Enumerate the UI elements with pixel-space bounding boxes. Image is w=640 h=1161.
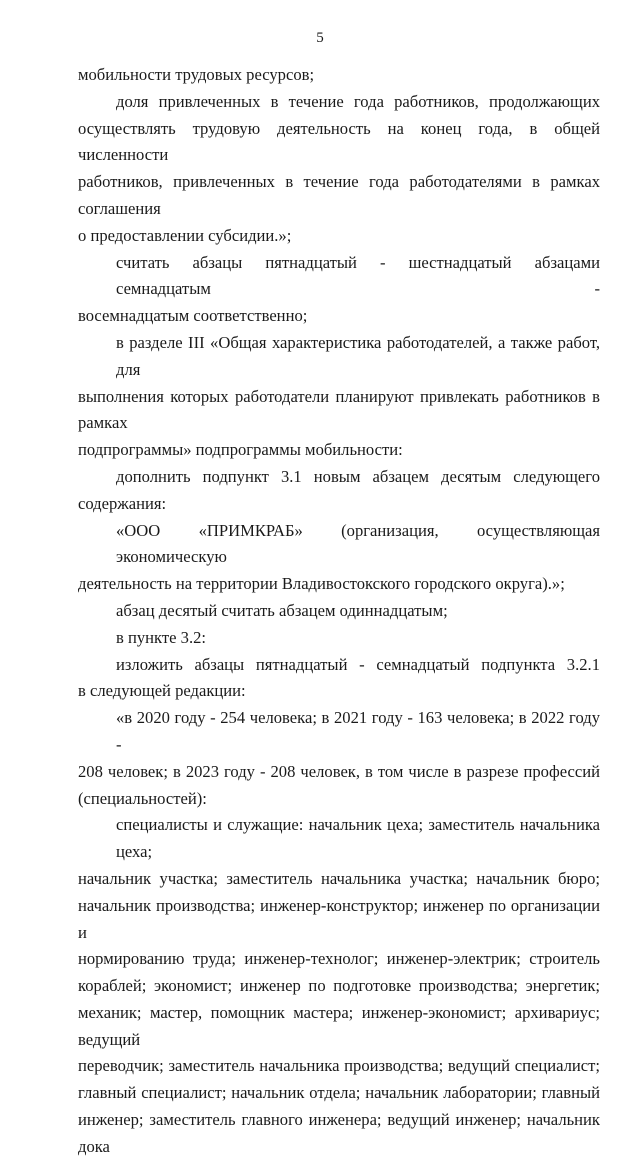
paragraph — [78, 598, 600, 625]
paragraph — [78, 705, 600, 812]
text-line: кораблей; экономист; инженер по подготовке производства; энергетик; — [78, 976, 600, 996]
text-line: переводчик; заместитель начальника производства; ведущий специалист; — [78, 1056, 600, 1076]
text-line: 208 человек; в 2023 году - 208 человек, в том числе в разрезе профессий — [78, 761, 600, 781]
paragraph — [78, 62, 600, 89]
paragraph — [78, 330, 600, 464]
text-line: в следующей редакции: — [78, 681, 246, 701]
text-line: «в 2020 году - 254 человека; в 2021 году - 163 человека; в 2022 году - — [116, 708, 600, 754]
text-line: содержания: — [78, 493, 167, 513]
text-line: работников, привлеченных в течение года работодателями в рамках соглашения — [78, 172, 600, 218]
text-line: восемнадцатым соответственно; — [78, 306, 308, 326]
text-line: в пункте 3.2: — [116, 627, 207, 647]
text-line: абзац десятый считать абзацем одиннадцатым; — [116, 600, 448, 620]
text-line: доля привлеченных в течение года работников, продолжающих — [116, 91, 600, 111]
paragraph — [78, 464, 600, 518]
text-line: нормированию труда; инженер-технолог; инженер-электрик; строитель — [78, 949, 600, 969]
text-line: о предоставлении субсидии.»; — [78, 225, 292, 245]
text-line: (специальностей): — [78, 788, 207, 808]
text-line: механик; мастер, помощник мастера; инженер-экономист; архивариус; ведущий — [78, 1002, 600, 1049]
text-line: в разделе III «Общая характеристика работодателей, а также работ, для — [116, 332, 600, 379]
paragraph — [78, 812, 600, 1160]
text-line: начальник участка; заместитель начальника участка; начальник бюро; — [78, 868, 600, 888]
paragraph — [78, 89, 600, 250]
paragraph — [78, 518, 600, 598]
text-line: «ООО «ПРИМКРАБ» (организация, осуществляющая экономическую — [116, 520, 600, 567]
text-line: изложить абзацы пятнадцатый - семнадцатый подпункта 3.2.1 — [116, 654, 600, 674]
text-line: дополнить подпункт 3.1 новым абзацем десятым следующего — [116, 466, 600, 486]
text-line: выполнения которых работодатели планируют привлекать работников в рамках — [78, 386, 600, 433]
text-line: осуществлять трудовую деятельность на конец года, в общей численности — [78, 118, 600, 165]
paragraph — [78, 625, 600, 652]
text-line: начальник производства; инженер-конструктор; инженер по организации и — [78, 895, 600, 942]
text-line: считать абзацы пятнадцатый - шестнадцатый абзацами семнадцатым - — [116, 252, 600, 299]
text-line: специалисты и служащие: начальник цеха; заместитель начальника цеха; — [116, 815, 600, 862]
paragraph — [78, 652, 600, 706]
text-line: инженер; заместитель главного инженера; ведущий инженер; начальник дока — [78, 1110, 600, 1156]
text-line: главный специалист; начальник отдела; начальник лаборатории; главный — [78, 1083, 600, 1103]
text-line: деятельность на территории Владивостокского городского округа).»; — [78, 574, 565, 594]
text-line: подпрограммы» подпрограммы мобильности: — [78, 440, 403, 460]
paragraph — [78, 250, 600, 330]
text-line: мобильности трудовых ресурсов; — [78, 65, 315, 84]
page-number: 5 — [316, 30, 324, 46]
document-body — [78, 62, 600, 1161]
